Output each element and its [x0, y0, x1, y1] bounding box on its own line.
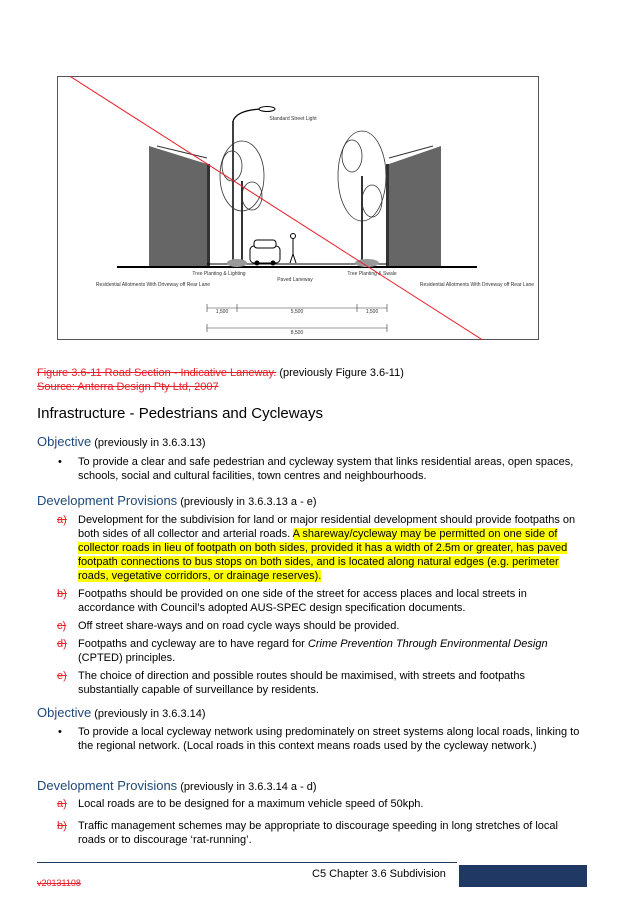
item-text: Local roads are to be designed for a maximum vehicle speed of 50kph.: [78, 798, 424, 810]
label-right-allotment: Residential Allotments With Driveway off Rear Lane: [419, 282, 535, 288]
list-item: [37, 819, 582, 847]
objective1-heading: [37, 434, 206, 449]
item-letter: d): [57, 638, 67, 650]
footer-title: C5 Chapter 3.6 Subdivision: [312, 868, 446, 880]
provisions2-title: Development Provisions: [37, 778, 178, 793]
objective2-list: [37, 725, 582, 757]
objective1-title: Objective: [37, 434, 92, 449]
provisions2-list: [37, 797, 582, 851]
item-text: Development for the subdivision for land or major residential development should provide footpaths on both sides of all collector and arterial roads.: [78, 514, 576, 540]
item-text: Footpaths and cycleway are to have regard for: [78, 638, 308, 650]
item-letter: e): [57, 670, 67, 682]
item-letter: b): [57, 588, 67, 600]
objective2-bullet-text: To provide a local cycleway network using predominately on street systems along local roads, linking to the regional network. (Local roads in this context means roads used by the cycleway network.): [78, 726, 580, 752]
objective1-list: [37, 455, 582, 487]
car-icon: [250, 240, 280, 266]
provisions1-heading: [37, 493, 317, 508]
label-tree-left: Tree Planting & Lighting: [192, 271, 246, 277]
page-heading: Infrastructure - Pedestrians and Cycleways: [37, 405, 323, 422]
item-letter: a): [57, 514, 67, 526]
list-item: [37, 619, 582, 633]
highlighted-text: A shareway/cycleway may be permitted on one side of collector roads in lieu of footpath on both sides, provided it has a width of 2.5m or greater, has paved footpath connections to bus stops on both sides, and is located along natural edges (e.g. perimeter roads, vegetative corridors, or drainage reserves).: [78, 528, 568, 582]
right-building: [386, 146, 441, 266]
provisions1-list: [37, 513, 582, 701]
caption-source: Source: Anterra Design Pty Ltd, 2007: [37, 381, 219, 393]
objective1-bullet-text: To provide a clear and safe pedestrian and cycleway system that links residential areas, open spaces, schools, social and cultural facilities, town centres and neighbourhoods.: [78, 456, 574, 482]
provisions2-heading: [37, 778, 317, 793]
left-building: [149, 146, 210, 266]
item-letter: c): [57, 620, 67, 632]
item-text: Footpaths should be provided on one side of the street for access places and local streets in accordance with Council’s adopted AUS-SPEC design specification documents.: [78, 588, 527, 614]
caption-struck: Figure 3.6-11 Road Section - Indicative Laneway.: [37, 367, 277, 379]
list-item: [37, 587, 582, 615]
list-item: [37, 455, 582, 483]
list-item: [37, 725, 582, 753]
footer-version: v20131108: [37, 878, 81, 888]
provisions1-title: Development Provisions: [37, 493, 178, 508]
bullet-icon: •: [58, 726, 62, 738]
figure-caption: [37, 366, 404, 394]
list-item: [37, 669, 582, 697]
objective2-heading: [37, 705, 206, 720]
footer-accent-box: [459, 865, 587, 887]
dim-left: 1,500: [215, 309, 229, 315]
item-text: The choice of direction and possible routes should be maximised, with streets and footpaths substantially capable of surveillance by residents.: [78, 670, 525, 696]
caption-note: (previously Figure 3.6-11): [276, 367, 404, 379]
dim-mid: 5,500: [290, 309, 304, 315]
objective1-ref: (previously in 3.6.3.13): [91, 437, 206, 449]
footer-rule: [37, 862, 457, 863]
item-letter: a): [57, 798, 67, 810]
item-letter: b): [57, 820, 67, 832]
item-text-after: (CPTED) principles.: [78, 652, 176, 664]
item-text: Traffic management schemes may be appropriate to discourage speeding in long stretches of local roads or to discourage ‘rat-running’.: [78, 820, 558, 846]
item-text: Off street share-ways and on road cycle ways should be provided.: [78, 620, 400, 632]
provisions2-ref: (previously in 3.6.3.14 a - d): [177, 781, 317, 793]
dim-right: 1,500: [365, 309, 379, 315]
label-tree-right: Tree Planting & Swale: [347, 271, 397, 277]
label-paved: Paved Laneway: [277, 277, 313, 283]
label-left-allotment: Residential Allotments With Driveway off Rear Lane: [95, 282, 211, 288]
list-item: [37, 637, 582, 665]
item-italic: Crime Prevention Through Environmental Design: [307, 638, 548, 650]
list-item: [37, 513, 582, 583]
objective2-ref: (previously in 3.6.3.14): [91, 708, 206, 720]
dim-total: 8,500: [290, 330, 304, 336]
provisions1-ref: (previously in 3.6.3.13 a - e): [177, 496, 317, 508]
bullet-icon: •: [58, 456, 62, 468]
road-section-figure: [57, 76, 539, 340]
objective2-title: Objective: [37, 705, 92, 720]
list-item: [37, 797, 582, 811]
label-street-light: Standard Street Light: [269, 116, 317, 122]
